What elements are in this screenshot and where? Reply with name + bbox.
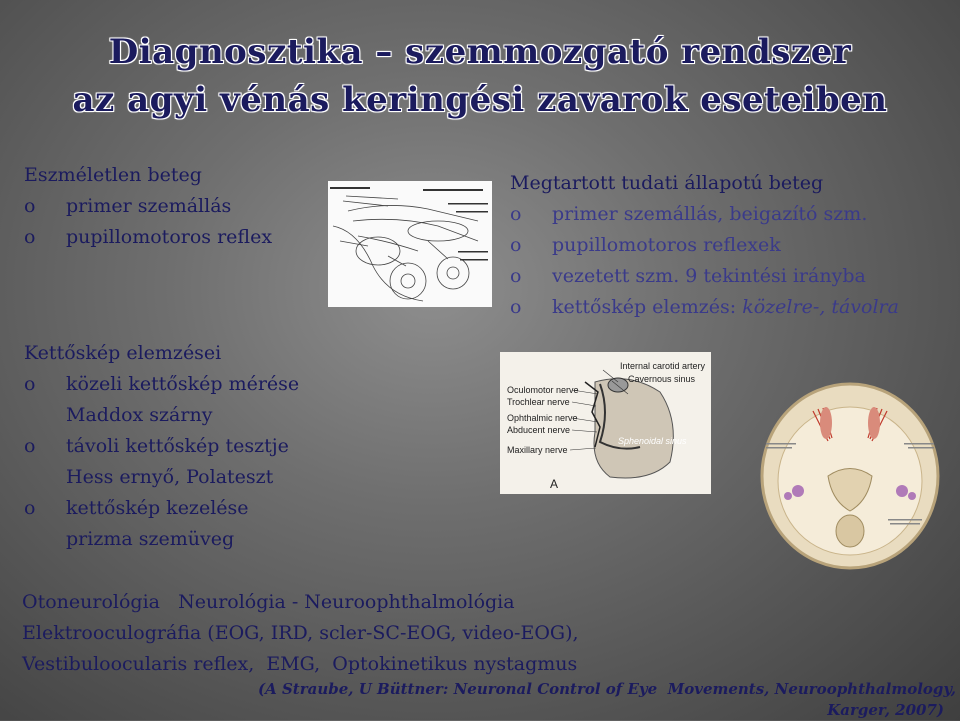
conscious-block (510, 168, 899, 323)
slide-title-line1: Diagnosztika – szemmozgató rendszer (108, 32, 852, 72)
list-item: o kettőskép kezelése (24, 493, 299, 524)
bullet: o (510, 296, 522, 318)
list-item: o pupillomotoros reflexek (510, 230, 899, 261)
bullet: o (510, 234, 522, 256)
bullet: o (24, 226, 36, 248)
list-item: prizma szemüveg (66, 528, 235, 550)
cavernous-sinus-figure (500, 352, 711, 494)
double-vision-heading: Kettőskép elemzései (24, 342, 222, 364)
bullet: o (24, 195, 36, 217)
bottom-line-1: Otoneurológia Neurológia - Neuroophthalmológia (22, 591, 515, 613)
label-abducent-nerve: Abducent nerve (507, 425, 571, 435)
bottom-line-3: Vestibuloocularis reflex, EMG, Optokinetikus nystagmus (22, 653, 578, 675)
reference-line-1: (A Straube, U Büttner: Neuronal Control of Eye Movements, Neuroophthalmology, (258, 680, 956, 698)
list-item: o primer szemállás, beigazító szm. (510, 199, 899, 230)
reference (258, 679, 958, 721)
bullet: o (24, 497, 36, 519)
list-item: o kettőskép elemzés: közelre-, távolra (510, 292, 899, 323)
bullet: o (24, 373, 36, 395)
unconscious-block (24, 160, 272, 253)
eye-pupil-reflex-diagram (328, 181, 492, 307)
skull-base-figure (758, 381, 942, 571)
italic-note: közelre-, távolra (742, 296, 899, 318)
unconscious-heading: Eszméletlen beteg (24, 164, 202, 186)
label-panel-a: A (550, 477, 559, 491)
bullet: o (510, 265, 522, 287)
bottom-block (22, 587, 579, 680)
list-item: o pupillomotoros reflex (24, 222, 272, 253)
label-cavernous-sinus: Cavernous sinus (628, 374, 696, 384)
list-item: Maddox szárny (66, 404, 213, 426)
bullet: o (24, 435, 36, 457)
list-item: o közeli kettőskép mérése (24, 369, 299, 400)
reference-line-2: Karger, 2007) (827, 701, 944, 719)
label-maxillary-nerve: Maxillary nerve (507, 445, 568, 455)
label-internal-carotid-artery: Internal carotid artery (620, 361, 706, 371)
conscious-heading: Megtartott tudati állapotú beteg (510, 172, 824, 194)
list-item: o távoli kettőskép tesztje (24, 431, 299, 462)
slide-title-line2: az agyi vénás keringési zavarok eseteiben (72, 80, 888, 120)
list-item: o primer szemállás (24, 191, 272, 222)
double-vision-block (24, 338, 299, 555)
label-ophthalmic-nerve: Ophthalmic nerve (507, 413, 578, 423)
list-item: o vezetett szm. 9 tekintési irányba (510, 261, 899, 292)
bullet: o (510, 203, 522, 225)
label-trochlear-nerve: Trochlear nerve (507, 397, 570, 407)
label-oculomotor-nerve: Oculomotor nerve (507, 385, 579, 395)
label-sphenoidal-sinus: Sphenoidal sinus (618, 436, 687, 446)
bottom-line-2: Elektrooculográfia (EOG, IRD, scler-SC-EOG, video-EOG), (22, 622, 579, 644)
list-item: Hess ernyő, Polateszt (66, 466, 274, 488)
